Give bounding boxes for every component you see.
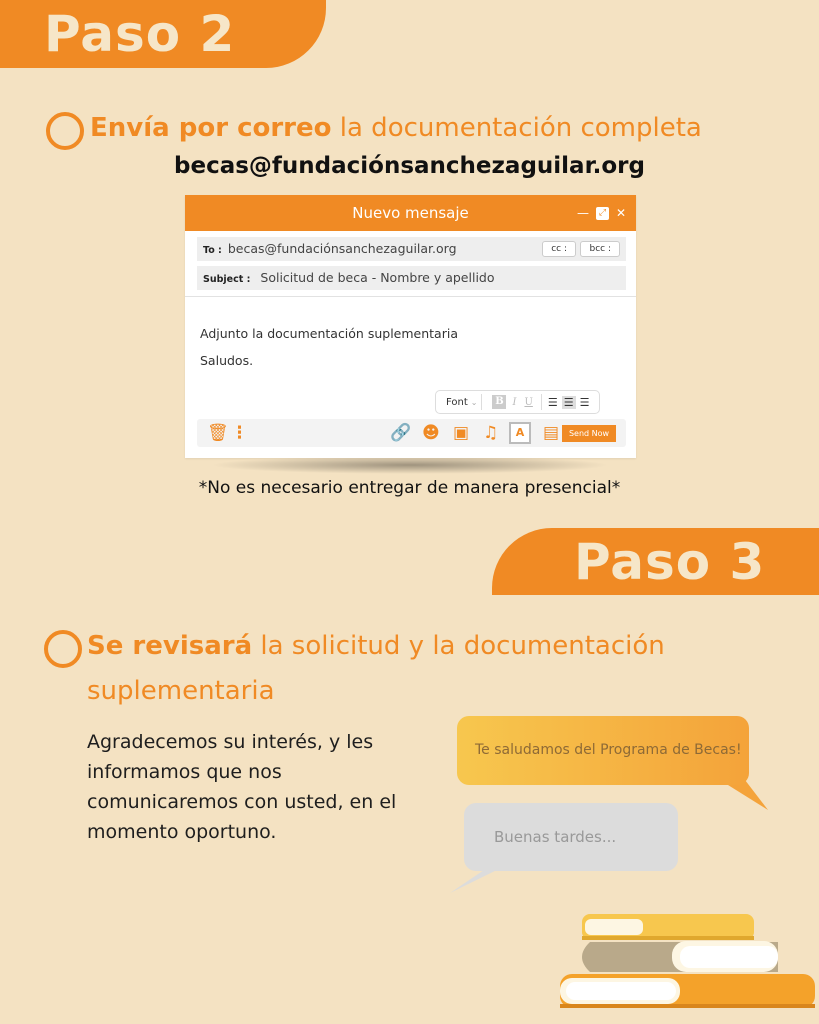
align-left-icon[interactable]: ☰ (547, 395, 558, 409)
to-label: To : (203, 245, 222, 256)
align-center-icon[interactable]: ☰ (563, 395, 574, 409)
send-button[interactable]: Send Now (562, 425, 616, 442)
compose-header (185, 195, 636, 231)
step3-title (87, 624, 665, 668)
chat-bubble-reply: Buenas tardes... (464, 803, 678, 871)
expand-icon[interactable]: ⤢ (596, 207, 609, 220)
font-select[interactable]: Font (446, 396, 468, 408)
step3-title-bold: Se revisará (87, 631, 253, 661)
image-icon[interactable]: ▣ (453, 423, 470, 443)
to-value: becas@fundaciónsanchezaguilar.org (227, 241, 457, 256)
close-icon[interactable]: ✕ (615, 206, 626, 220)
books-icon (560, 914, 815, 1008)
subject-label: Subject : (203, 274, 251, 285)
compose-window (185, 195, 636, 458)
step2-title-rest: la documentación completa (331, 113, 702, 143)
chevron-down-icon[interactable]: ⌄ (470, 397, 478, 407)
step2-banner: Paso 2 (0, 0, 326, 68)
subject-value: Solicitud de beca - Nombre y apellido (260, 270, 495, 285)
compose-toolbar (197, 419, 626, 447)
more-options-icon[interactable]: ⋮ (231, 423, 248, 443)
toolbar-divider (481, 394, 482, 410)
toolbar-divider (541, 394, 542, 410)
header-divider (185, 296, 636, 297)
document-icon[interactable]: ▤ (543, 423, 560, 443)
trash-icon[interactable]: 🗑 (207, 423, 229, 443)
message-body-line2[interactable]: Saludos. (200, 353, 254, 368)
step2-bullet-circle (46, 112, 84, 150)
subject-field[interactable] (197, 266, 626, 290)
text-color-button[interactable]: A (509, 422, 531, 444)
compose-title: Nuevo mensaje (352, 204, 469, 222)
minimize-icon[interactable]: — (576, 206, 589, 220)
link-icon[interactable]: 🔗 (390, 423, 412, 443)
delivery-note: *No es necesario entregar de manera presencial* (198, 478, 621, 498)
italic-button[interactable]: I (512, 396, 517, 408)
step2-title (90, 106, 702, 150)
music-icon[interactable]: ♫ (483, 423, 499, 443)
underline-button[interactable]: U (524, 396, 533, 408)
message-body-line1[interactable]: Adjunto la documentación suplementaria (200, 326, 458, 341)
step3-bullet-circle (44, 630, 82, 668)
formatting-toolbar (435, 390, 600, 414)
bcc-button[interactable]: bcc : (580, 241, 620, 257)
emoji-icon[interactable]: ☻ (422, 423, 440, 443)
window-controls (577, 195, 626, 231)
step3-title-line2: suplementaria (87, 676, 275, 706)
bold-button[interactable]: B (492, 395, 506, 409)
window-shadow (210, 456, 610, 474)
step3-banner: Paso 3 (492, 528, 819, 595)
align-right-icon[interactable]: ☰ (579, 395, 590, 409)
cc-button[interactable]: cc : (542, 241, 576, 257)
contact-email: becas@fundaciónsanchezaguilar.org (174, 153, 645, 179)
step3-paragraph: Agradecemos su interés, y les informamos que nos comunicaremos con usted, en el momento oportuno. (87, 731, 397, 843)
step2-title-bold: Envía por correo (90, 113, 332, 143)
chat-bubble-greeting: Te saludamos del Programa de Becas! (457, 716, 749, 785)
step3-title-rest: la solicitud y la documentación (252, 631, 665, 661)
to-field[interactable] (197, 237, 626, 261)
